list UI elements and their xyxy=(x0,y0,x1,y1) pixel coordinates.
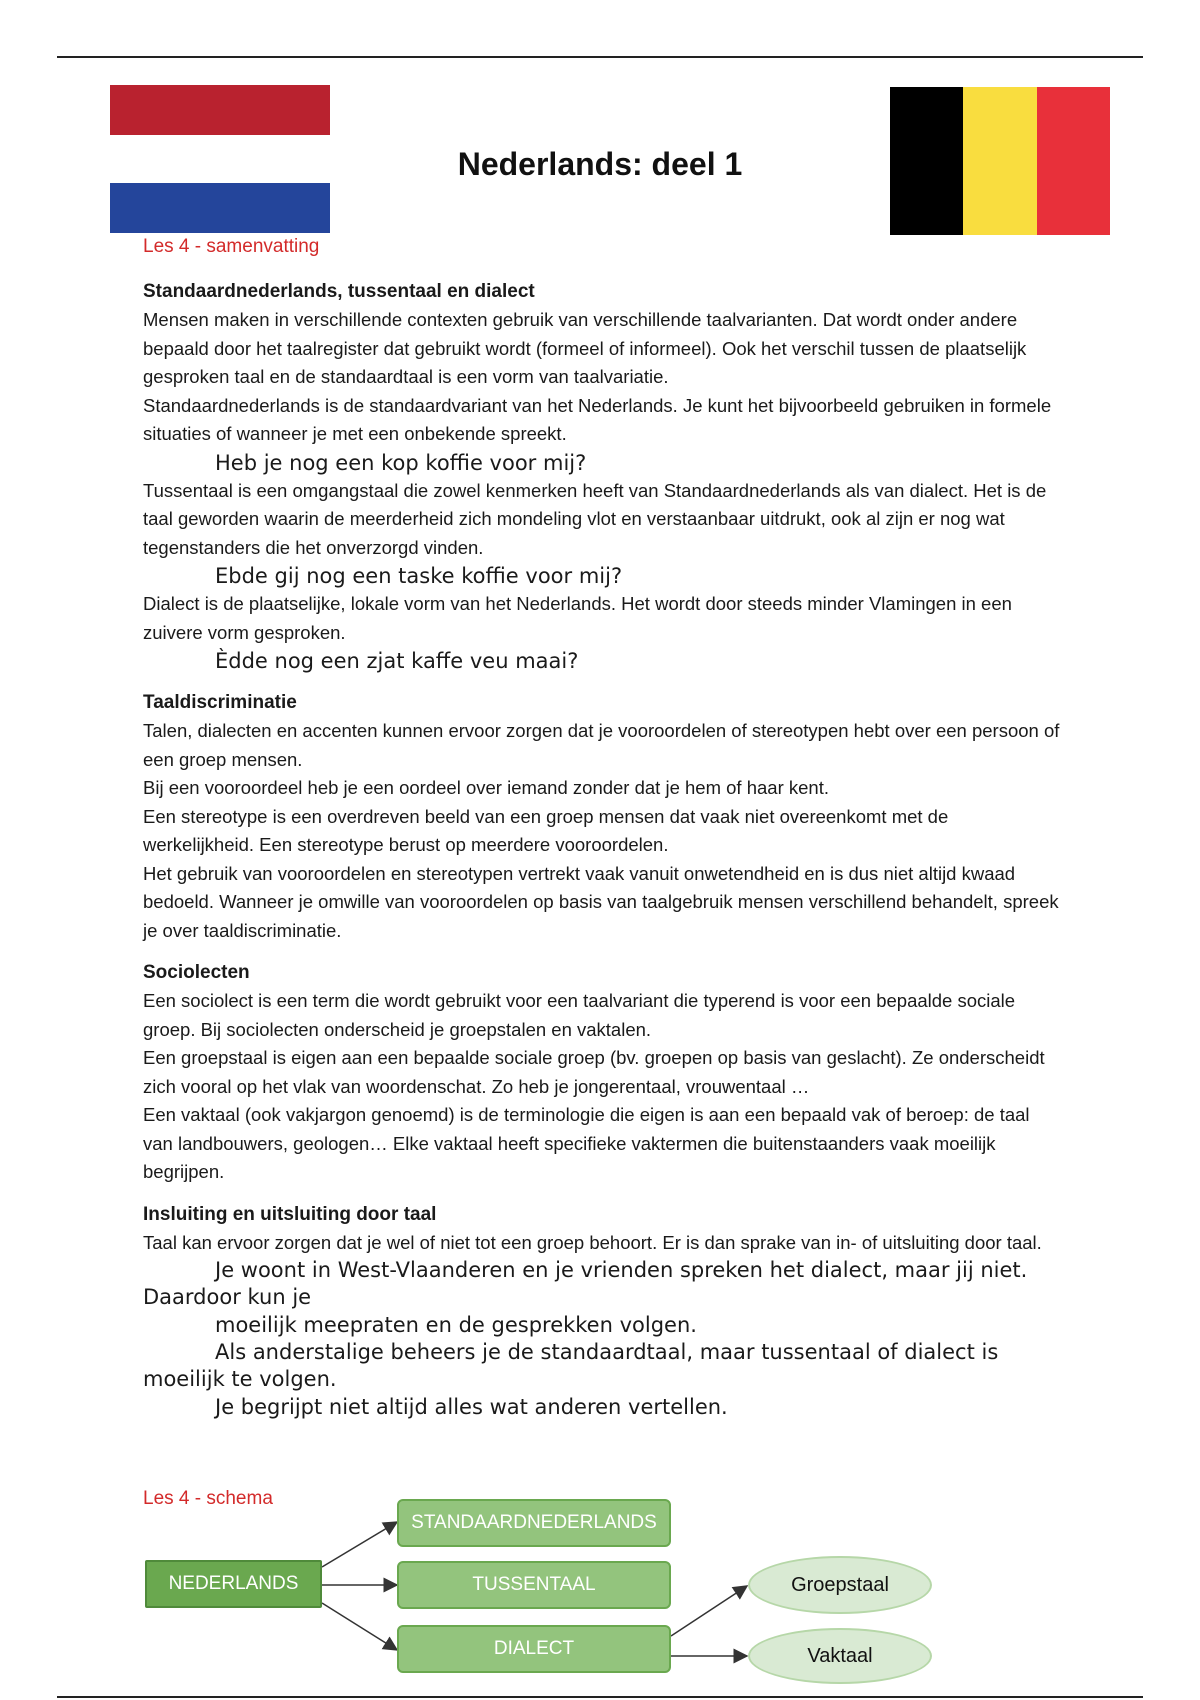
paragraph: Het gebruik van vooroordelen en stereotypen vertrekt vaak vanuit onwetendheid en is dus niet altijd kwaad bedoeld. Wanneer je omwille van vooroordelen op basis van taalgebruik mensen verschillend behandelt, spreek je over taaldiscriminatie. xyxy=(143,862,1059,941)
page-title: Nederlands: deel 1 xyxy=(457,146,743,182)
section-heading: Taaldiscriminatie xyxy=(143,692,297,713)
example-sentence: moeilijk meepraten en de gesprekken volgen. xyxy=(215,1313,697,1337)
bottom-rule xyxy=(57,1696,1143,1698)
paragraph: Bij een vooroordeel heb je een oordeel over iemand zonder dat je hem of haar kent. xyxy=(143,777,829,798)
example-sentence: Je woont in West-Vlaanderen en je vrienden spreken het dialect, maar jij niet. Daardoor kun je xyxy=(143,1258,1028,1309)
node-standaardnederlands: STANDAARDNEDERLANDS xyxy=(397,1499,671,1547)
node-groepstaal: Groepstaal xyxy=(748,1556,932,1614)
example-sentence: Èdde nog een zjat kaffe veu maai? xyxy=(215,649,579,673)
paragraph: Een sociolect is een term die wordt gebruikt voor een taalvariant die typerend is voor een bepaalde sociale groep. Bij sociolecten onderscheid je groepstalen en vaktalen. xyxy=(143,990,1016,1040)
paragraph: Talen, dialecten en accenten kunnen ervoor zorgen dat je vooroordelen of stereotypen hebt over een persoon of een groep mensen. xyxy=(143,720,1060,770)
node-dialect: DIALECT xyxy=(397,1625,671,1673)
schema-label: Les 4 - schema xyxy=(143,1488,273,1509)
paragraph: Een vaktaal (ook vakjargon genoemd) is de terminologie die eigen is aan een bepaald vak of beroep: de taal van landbouwers, geologen… Elke vaktaal heeft specifieke vaktermen die buitenstaanders vaak moeilijk begrijpen. xyxy=(143,1104,1030,1182)
paragraph: Tussentaal is een omgangstaal die zowel kenmerken heeft van Standaardnederlands als van dialect. Het is de taal geworden waarin de meerderheid zich mondeling vlot en verstaanbaar uitdrukt, ook al zijn er nog wat tegenstanders die het onverzorgd vinden. xyxy=(143,479,1047,558)
node-nederlands: NEDERLANDS xyxy=(145,1560,322,1608)
summary-label: Les 4 - samenvatting xyxy=(143,236,320,257)
section-heading: Sociolecten xyxy=(143,962,250,983)
paragraph: Mensen maken in verschillende contexten gebruik van verschillende taalvarianten. Dat wordt onder andere bepaald door het taalregister dat gebruikt wordt (formeel of informeel). Ook het verschil tussen de plaatselijk gesproken taal en de standaardtaal is een vorm van taalvariatie. xyxy=(143,309,1027,387)
paragraph: Standaardnederlands is de standaardvariant van het Nederlands. Je kunt het bijvoorbeeld gebruiken in formele situaties of wanneer je met een onbekende spreekt. xyxy=(143,394,1052,444)
section-heading: Insluiting en uitsluiting door taal xyxy=(143,1203,437,1225)
node-tussentaal: TUSSENTAAL xyxy=(397,1561,671,1609)
arrow-dialect-groepstaal xyxy=(671,1586,747,1636)
example-sentence: Ebde gij nog een taske koffie voor mij? xyxy=(215,564,623,588)
paragraph: Dialect is de plaatselijke, lokale vorm van het Nederlands. Het wordt door steeds minder Vlamingen in een zuivere vorm gesproken. xyxy=(143,593,1012,643)
arrow-root-dialect xyxy=(322,1603,397,1650)
section-heading: Standaardnederlands, tussentaal en dialect xyxy=(143,281,535,302)
paragraph: Een stereotype is een overdreven beeld van een groep mensen dat vaak niet overeenkomt met de werkelijkheid. Een stereotype berust op meerdere vooroordelen. xyxy=(143,805,949,855)
node-vaktaal: Vaktaal xyxy=(748,1628,932,1684)
paragraph: Een groepstaal is eigen aan een bepaalde sociale groep (bv. groepen op basis van geslacht). Ze onderscheidt zich vooral op het vlak van woordenschat. Zo heb je jongerentaal, vrouwentaal … xyxy=(143,1047,1045,1097)
example-sentence: Je begrijpt niet altijd alles wat anderen vertellen. xyxy=(215,1395,728,1419)
example-sentence: Als anderstalige beheers je de standaardtaal, maar tussentaal of dialect is moeilijk te volgen. xyxy=(143,1340,999,1391)
paragraph: Taal kan ervoor zorgen dat je wel of niet tot een groep behoort. Er is dan sprake van in- of uitsluiting door taal. xyxy=(143,1231,1042,1253)
arrow-root-standaard xyxy=(322,1522,397,1567)
example-sentence: Heb je nog een kop koffie voor mij? xyxy=(215,450,587,475)
